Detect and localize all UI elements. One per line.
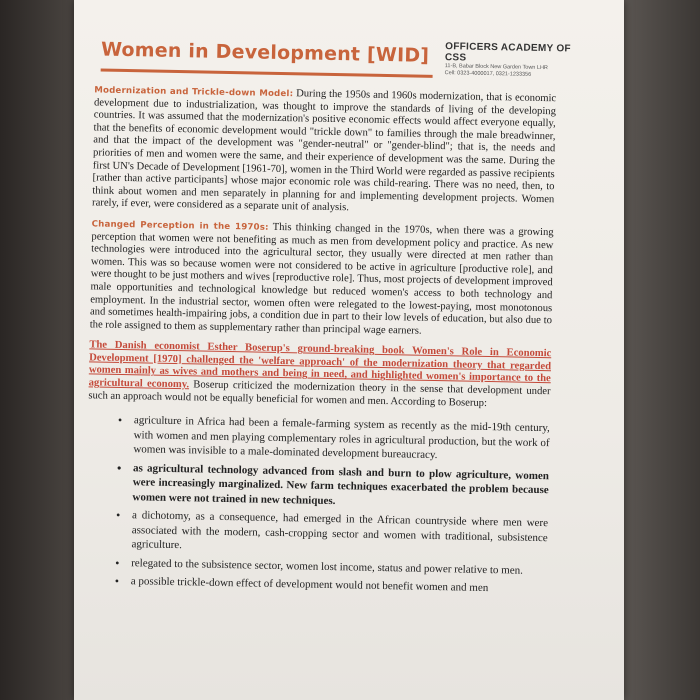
list-item [119,413,550,465]
main-text [85,84,557,601]
bullet-icon: • [116,460,122,475]
list-item-text: a possible trickle-down effect of development would not benefit women and men [130,575,489,595]
bullet-icon: • [117,413,123,428]
title-underline [101,69,433,78]
boserup-bullet-list [85,413,550,597]
page-header [100,35,571,88]
desk-background-left [0,0,74,700]
academy-block [445,41,586,80]
academy-address: 11-B, Babar Block New Garden Town LHR [444,63,548,72]
page-title: Women in Development [WID] [100,38,430,67]
list-item-text: a dichotomy, as a consequence, had emerged in the African countryside where men were associated with the modern, cash-cropping sector and women with traditional, subsistence agriculture. [131,509,549,552]
section-heading: Changed Perception in the 1970s: [91,219,269,233]
list-item [114,574,547,597]
boserup-highlight: The Danish economist Esther Boserup's ground-breaking book Women's Role in Economic Development [1970] challenged the 'welfare approach' of the modernization theory that regarded women mainly as wives and mothers and being in need, and highlighted women's importance to the agricultural economy. [88,339,552,391]
section-modernization [92,84,556,219]
list-item-text: agriculture in Africa had been a female-farming system as recently as the mid-19th century, with women and men playing complementary roles in agricultural production, but the work of women was invisible to a male-dominated development bureaucracy. [133,414,550,462]
list-item [117,508,548,560]
bullet-icon: • [115,508,121,523]
desk-background-right [624,0,700,700]
page-content [74,0,624,595]
bullet-icon: • [115,555,120,570]
section-text: During the 1950s and 1960s modernization, that is economic development due to industrialization, was thought to improve the standards of living of the developing countries. It was assumed that the modernization's positive economic effects would affect everyone equally, that the benefits of economic development would "trickle down" to families through the male breadwinner, and that the impact of the development was "gender-neutral" or "gender-blind"; that is, the needs and priorities of men and women were the same, and their experience of development was the same. During the first UN's Decade of Development [1961-70], women in the Third World were regarded as passive recipients [rather than active participants] whose major economic role was child-rearing. There was no need, then, to think about women and men separately in planning for and implementing development projects. Women rarely, if ever, were considered as a separate unit of analysis. [91,88,557,214]
section-heading: Modernization and Trickle-down Model: [94,85,294,100]
boserup-paragraph [88,340,551,412]
section-text: This thinking changed in the 1970s, when there was a growing perception that women were not benefiting as much as men from development policy and practice. As new technologies were introduced into the agricultural sector, they usually were directed at men rather than women. This was so because women were not considered to be active in agriculture [productive role], and were thought to be just mothers and wives [reproductive role]. Thus, most projects of development improved male opportunities and technological knowledge but reduced women's access to both technology and employment. In the industrial sector, women often were relegated to the lowest-paying, most monotonous and sometimes health-impairing jobs, a condition due in part to their low levels of education, but also due to the role assigned to them as supplementary rather than principal wage earners. [89,221,554,337]
boserup-text: Boserup criticized the modernization theory in the sense that development under such an approach would not be equally beneficial for women and men. According to Boserup: [88,379,551,409]
list-item-text: as agricultural technology advanced from slash and burn to plow agriculture, women were increasingly marginalized. New farm techniques exacerbated the problem because women were not trained in new techniques. [132,461,550,507]
book-page [74,0,624,700]
academy-contact: Cell: 0323-4000017, 0321-1233356 [444,70,532,78]
list-item [118,461,549,513]
list-item-text: relegated to the subsistence sector, women lost income, status and power relative to men. [131,556,524,577]
section-changed-perception [90,218,554,340]
bullet-icon: • [114,574,120,589]
academy-name: OFFICERS ACADEMY OF CSS [444,41,571,64]
